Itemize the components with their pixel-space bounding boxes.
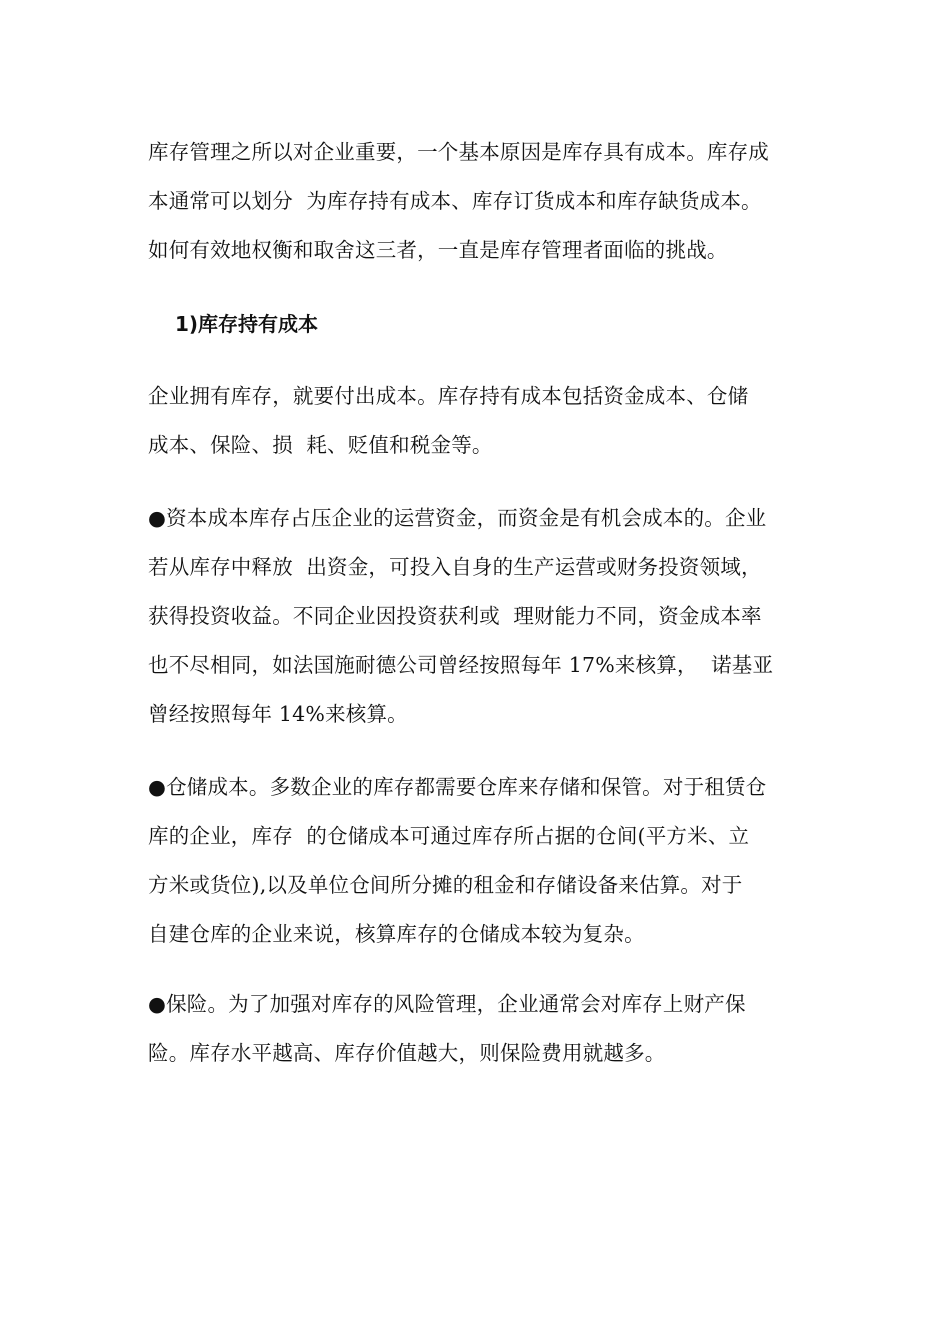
text-line: 成本、保险、损 耗、贬值和税金等。 xyxy=(148,433,493,457)
text-line: 也不尽相同，如法国施耐德公司曾经按照每年 17%来核算， 诺基亚 xyxy=(148,653,774,677)
text-line: 获得投资收益。不同企业因投资获利或 理财能力不同，资金成本率 xyxy=(148,604,762,628)
text-line: 库的企业，库存 的仓储成本可通过库存所占据的仓间(平方米、立 xyxy=(148,824,750,848)
text-line: 本通常可以划分 为库存持有成本、库存订货成本和库存缺货成本。 xyxy=(148,189,762,213)
text-line: 方米或货位),以及单位仓间所分摊的租金和存储设备来估算。对于 xyxy=(148,873,743,897)
text-line: 库存管理之所以对企业重要，一个基本原因是库存具有成本。库存成 xyxy=(148,140,769,164)
section-heading: 1)库存持有成本 xyxy=(175,312,319,336)
text-line: 曾经按照每年 14%来核算。 xyxy=(148,702,408,726)
text-line: 若从库存中释放 出资金，可投入自身的生产运营或财务投资领域， xyxy=(148,555,762,579)
text-line: ●资本成本库存占压企业的运营资金，而资金是有机会成本的。企业 xyxy=(148,506,767,530)
text-line: 企业拥有库存，就要付出成本。库存持有成本包括资金成本、仓储 xyxy=(148,384,749,408)
text-line: 如何有效地权衡和取舍这三者，一直是库存管理者面临的挑战。 xyxy=(148,238,728,262)
text-line: 险。库存水平越高、库存价值越大，则保险费用就越多。 xyxy=(148,1041,666,1065)
text-line: 自建仓库的企业来说，核算库存的仓储成本较为复杂。 xyxy=(148,922,645,946)
text-line: ●仓储成本。多数企业的库存都需要仓库来存储和保管。对于租赁仓 xyxy=(148,775,767,799)
text-line: ●保险。为了加强对库存的风险管理，企业通常会对库存上财产保 xyxy=(148,992,746,1016)
